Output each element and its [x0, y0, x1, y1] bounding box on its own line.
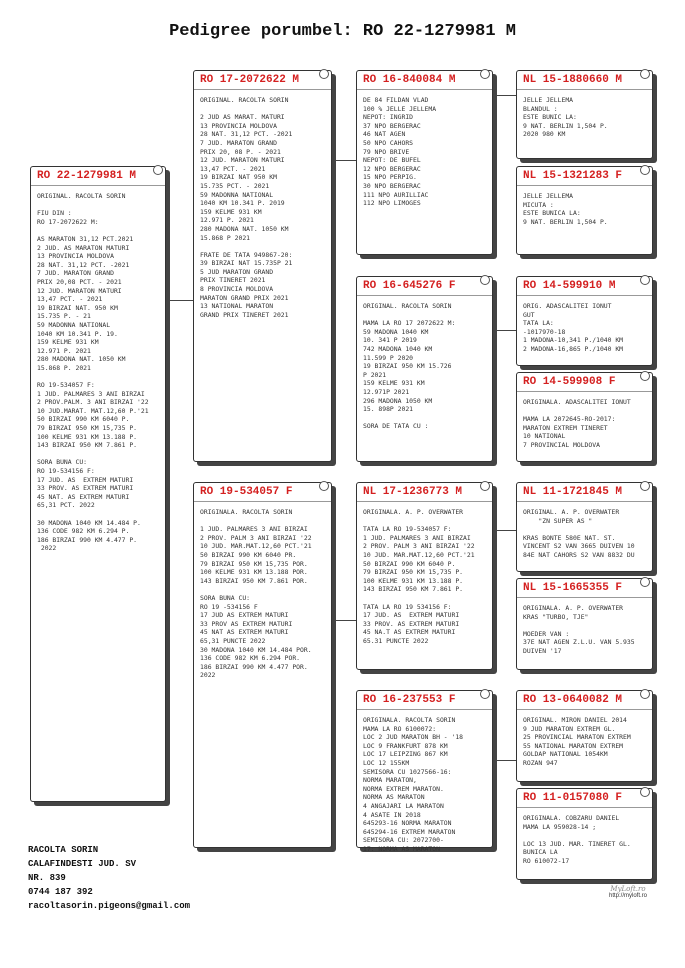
card-text: JELLE JELLEMA MICUTA : ESTE BUNICA LA: 9 NAT. BERLIN 1,504 P.: [523, 192, 608, 226]
card-ring-icon: [640, 69, 650, 79]
card-text: ORIG. ADASCALITEI IONUT GUT TATA LA: -1017970-18 1 MADONA-10,341 P./1040 KM 2 MADONA-16,865 P./1040 KM: [523, 302, 624, 353]
breeder-phone: 0744 187 392: [28, 887, 93, 897]
ring-number: RO 11-0157080 F: [517, 789, 652, 808]
breeder-name: RACOLTA SORIN: [28, 845, 99, 855]
card-ring-icon: [640, 165, 650, 175]
ring-number: NL 15-1665355 F: [517, 579, 652, 598]
card-ring-icon: [480, 689, 490, 699]
myloft-logo[interactable]: [598, 885, 658, 899]
pedigree-card-sds[interactable]: [516, 276, 653, 366]
card-text: JELLE JELLEMA BLANDUL : ESTE BUNIC LA: 9 NAT. BERLIN 1,504 P. 2020 980 KM: [523, 96, 608, 139]
pedigree-card-dam[interactable]: [193, 482, 332, 848]
pedigree-card-dsd[interactable]: [516, 578, 653, 670]
card-text: ORIGINAL. RACOLTA SORIN FIU DIN : RO 17-2072622 M: AS MARATON 31,12 PCT.2021 2 JUD. AS MARATON MATURI 13 PROVINCIA MOLDOVA 28 NAT. 31,12 PCT. -2021 7 JUD. MARATON GRAND PRIX 20,08 PCT. - 2021 12 JUD. MARATON MATURI 13,47 PCT. - 2021 19 BIRZAI NAT. 950 KM 15.735 P. - 21 59 MADONNA NATIONAL 1040 KM 10.341 P. 19. 159 KELME 931 KM 12.971 P. 2021 280 MADONA NAT. 1050 KM 15.868 P. 2021 RO 19-534057 F: 1 JUD. PALMARES 3 ANI BIRZAI 2 PROV.PALM. 3 ANI BIRZAI '22 10 JUD.MARAT. MAT.12,60 P.'21 50 BIRZAI 990 KM 6040 P. 79 BIRZAI 950 KM 15,735 P. 100 KELME 931 KM 13.188 P. 143 BIRZAI 950 KM 7.861 P. SORA BUNA CU: RO 19-534156 F: 17 JUD. AS EXTREM MATURI 33 PROV. AS EXTREM MATURI 45 NAT. AS EXTREM MATURI 65,31 PCT. 2022 30 MADONA 1040 KM 14.484 P. 136 CODE 982 KM 6.294 P. 186 BIRZAI 990 KM 4.477 P. 2022: [37, 192, 149, 553]
ring-number: NL 11-1721845 M: [517, 483, 652, 502]
ring-number: RO 22-1279981 M: [31, 167, 165, 186]
breeder-email[interactable]: racoltasorin.pigeons@gmail.com: [28, 901, 191, 911]
pedigree-card-dds[interactable]: [516, 690, 653, 782]
card-text: ORIGINALA. RACOLTA SORIN MAMA LA RO 6100072: LOC 2 JUD MARATON BH - '18 LOC 9 FRANKFURT 878 KM LOC 17 LEIPZING 867 KM LOC 12 155KM SEMISORA CU 1027566-16: NORMA MARATON, NORMA EXTREM MARATON. NORMA AS MARATON 4 ANGAJARI LA MARATON 4 ASATE IN 2018 645293-16 NORMA MARATON 645294-16 EXTREM MARATON SEMISORA CU: 2072700- 17: NORMA AS MARATON: [363, 716, 464, 853]
pedigree-card-sdd[interactable]: [516, 372, 653, 462]
pedigree-card-ssd[interactable]: [516, 166, 653, 255]
ring-number: RO 19-534057 F: [194, 483, 331, 502]
card-text: ORIGINAL. MIRON DANIEL 2014 9 JUD MARATON EXTREM GL. 25 PROVINCIAL MARATON EXTREM 55 NATIONAL MARATON EXTREM GOLDAP NATIONAL 1054KM ROZAN 947: [523, 716, 631, 767]
ring-number: RO 16-840084 M: [357, 71, 492, 90]
card-ring-icon: [640, 787, 650, 797]
breeder-number: NR. 839: [28, 873, 66, 883]
pedigree-card-sire-dam[interactable]: [356, 276, 493, 462]
connector-line: [493, 95, 516, 96]
page-title: Pedigree porumbel: RO 22-1279981 M: [169, 22, 516, 41]
pedigree-card-dam-sire[interactable]: [356, 482, 493, 670]
pedigree-card-sire-sire[interactable]: [356, 70, 493, 255]
logo-url[interactable]: http://myloft.ro: [608, 893, 647, 899]
logo-signature: MyLoft.ro: [610, 885, 646, 893]
card-text: ORIGINALA. ADASCALITEI IONUT MAMA LA 2072645-RO-2017: MARATON EXTREM TINERET 10 NATIONAL 7 PROVINCIAL MOLDOVA: [523, 398, 631, 449]
card-ring-icon: [480, 69, 490, 79]
connector-line: [493, 330, 516, 331]
card-ring-icon: [640, 275, 650, 285]
connector-line: [493, 530, 516, 531]
breeder-address: CALAFINDESTI JUD. SV: [28, 859, 137, 869]
ring-number: RO 14-599910 M: [517, 277, 652, 296]
breeder-contact: [28, 843, 190, 913]
card-ring-icon: [319, 69, 329, 79]
card-ring-icon: [640, 481, 650, 491]
ring-number: NL 15-1321283 F: [517, 167, 652, 186]
pedigree-card-ddd[interactable]: [516, 788, 653, 880]
ring-number: RO 16-237553 F: [357, 691, 492, 710]
card-text: ORIGINALA. A. P. OVERWATER TATA LA RO 19-534057 F: 1 JUD. PALMARES 3 ANI BIRZAI 2 PROV. PALM 3 ANI BIRZAI '22 10 JUD. MAR.MAT.12,60 PCT.'21 50 BIRZAI 990 KM 6040 P. 79 BIRZAI 950 KM 15,735 P. 100 KELME 931 KM 13.188 P. 143 BIRZAI 950 KM 7.861 P. TATA LA RO 19 534156 F: 17 JUD. AS EXTREM MATURI 33 PROV. AS EXTREM MATURI 45 NA.T AS EXTREM MATURI 65.31 PUNCTE 2022: [363, 508, 475, 645]
card-text: ORIGINAL. RACOLTA SORIN MAMA LA RO 17 2072622 M: 59 MADONA 1040 KM 10. 341 P 2019 742 MADONA 1040 KM 11.599 P 2020 19 BIRZAI 950 KM 15.726 P 2021 159 KELME 931 KM 12.971P 2021 296 MADONA 1050 KM 15. 898P 2021 SORA DE TATA CU :: [363, 302, 456, 431]
pedigree-card-sss[interactable]: [516, 70, 653, 159]
connector-line: [166, 300, 193, 301]
ring-number: RO 17-2072622 M: [194, 71, 331, 90]
card-text: ORIGINALA. COBZARU DANIEL MAMA LA 959028-14 ; LOC 13 JUD. MAR. TINERET GL. BUNICA LA RO 610072-17: [523, 814, 631, 865]
card-ring-icon: [480, 275, 490, 285]
card-text: ORIGINALA. RACOLTA SORIN 1 JUD. PALMARES 3 ANI BIRZAI 2 PROV. PALM 3 ANI BIRZAI '22 10 JUD. MAR.MAT.12,60 PCT.'21 50 BIRZAI 990 KM 6040 PR. 79 BIRZAI 950 KM 15,735 POR. 100 KELME 931 KM 13.188 POR. 143 BIRZAI 950 KM 7.861 POR. SORA BUNA CU: RO 19 -534156 F 17 JUD AS EXTREM MATURI 33 PROV AS EXTREM MATURI 45 NAT AS EXTREM MATURI 65,31 PUNCTE 2022 30 MADONA 1040 KM 14.484 POR. 136 CODE 982 KM 6.294 POR. 186 BIRZAI 990 KM 4.477 POR. 2022: [200, 508, 312, 680]
card-text: DE 84 FILDAN VLAD 100 % JELLE JELLEMA NEPOT: INGRID 37 NPO BERGERAC 46 NAT AGEN 50 NPO CAHORS 79 NPO BRIVE NEPOT: DE BUFEL 12 NPO BERGERAC 15 NPO PERPIG. 30 NPO BERGERAC 111 NPO AURILLIAC 112 NPO LIMOGES: [363, 96, 437, 208]
card-text: ORIGINAL. RACOLTA SORIN 2 JUD AS MARAT. MATURI 13 PROVINCIA MOLDOVA 28 NAT. 31,12 PCT. -2021 7 JUD. MARATON GRAND PRIX 20, 08 P. - 2021 12 JUD. MARATON MATURI 13,47 PCT. - 2021 19 BIRZAI NAT 950 KM 15.735 PCT. - 2021 59 MADONNA NATIONAL 1040 KM 10.341 P. 2019 159 KELME 931 KM 12.971 P. 2021 280 MADONA NAT. 1050 KM 15.868 P 2021 FRATE DE TATA 949867-20: 39 BIRZAI NAT 15.735P 21 5 JUD MARATON GRAND PRIX TINERET 2021 8 PROVINCIA MOLDOVA MARATON GRAND PRIX 2021 13 NATIONAL MARATON GRAND PRIX TINERET 2021: [200, 96, 293, 319]
pedigree-card-sire[interactable]: [193, 70, 332, 462]
card-ring-icon: [480, 481, 490, 491]
card-text: ORIGINAL. A. P. OVERWATER "ZN SUPER AS " KRAS BONTE 580E NAT. ST. VINCENT S2 VAN 3665 DUIVEN 10 84E NAT CAHORS S2 VAN 8832 DU: [523, 508, 635, 559]
card-text: ORIGINALA. A. P. OVERWATER KRAS "TURBO, TJE" MOEDER VAN : 37E NAT AGEN Z.L.U. VAN 5.935 DUIVEN '17: [523, 604, 635, 655]
ring-number: NL 15-1880660 M: [517, 71, 652, 90]
card-ring-icon: [640, 577, 650, 587]
pedigree-card-dam-dam[interactable]: [356, 690, 493, 853]
card-ring-icon: [319, 481, 329, 491]
ring-number: RO 14-599908 F: [517, 373, 652, 392]
connector-line: [493, 760, 516, 761]
card-ring-icon: [640, 371, 650, 381]
ring-number: NL 17-1236773 M: [357, 483, 492, 502]
ring-number: RO 13-0640082 M: [517, 691, 652, 710]
ring-number: RO 16-645276 F: [357, 277, 492, 296]
pedigree-card-dss[interactable]: [516, 482, 653, 572]
connector-line: [332, 160, 356, 161]
card-ring-icon: [153, 165, 163, 175]
card-ring-icon: [640, 689, 650, 699]
pedigree-card-subject[interactable]: [30, 166, 166, 802]
connector-line: [332, 620, 356, 621]
